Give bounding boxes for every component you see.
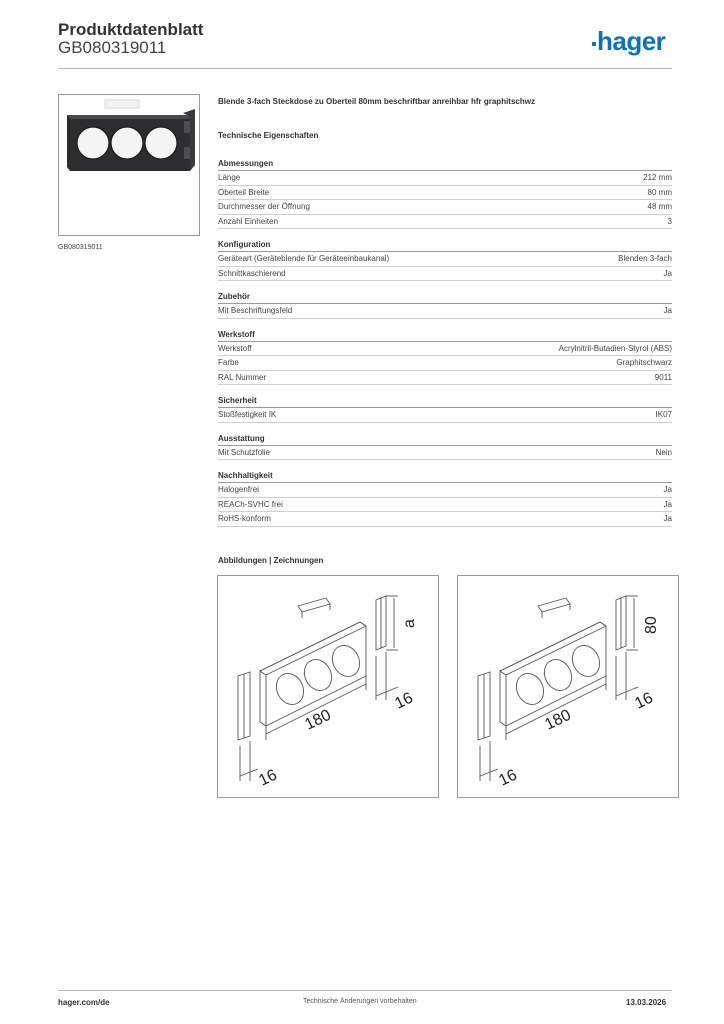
side-dimension-label: 16 — [256, 766, 280, 790]
image-caption: GB080319011 — [58, 244, 103, 251]
product-description: Blende 3-fach Steckdose zu Oberteil 80mm beschriftbar anreihbar hfr graphitschwz — [218, 97, 535, 106]
property-row — [218, 356, 672, 371]
group-ausstattung — [218, 432, 672, 461]
property-label: Durchmesser der Öffnung — [218, 202, 310, 211]
group-sicherheit — [218, 394, 672, 423]
property-value: Nein — [655, 447, 672, 457]
property-row — [218, 408, 672, 423]
logo-dot-icon — [592, 42, 596, 46]
property-label: Werkstoff — [218, 343, 252, 353]
property-row — [218, 371, 672, 386]
property-value: Acrylnitril-Butadien-Styrol (ABS) — [558, 343, 672, 353]
property-label: Oberteil Breite — [218, 187, 270, 197]
group-abmessungen — [218, 157, 672, 229]
property-value: Graphitschwarz — [616, 358, 672, 367]
property-row — [218, 171, 672, 186]
property-row — [218, 304, 672, 319]
property-row — [218, 267, 672, 282]
property-row — [218, 512, 672, 527]
side-dimension-label: 16 — [392, 689, 416, 713]
property-label: Länge — [218, 173, 241, 182]
property-value: Ja — [663, 268, 672, 278]
group-werkstoff — [218, 328, 672, 386]
product-image — [58, 94, 200, 236]
group-title: Werkstoff — [218, 328, 672, 342]
group-title: Zubehör — [218, 290, 672, 304]
technical-properties-heading: Technische Eigenschaften — [218, 131, 319, 140]
dimension-drawing — [458, 576, 678, 797]
side-dimension-label: 16 — [496, 766, 520, 790]
group-nachhaltigkeit — [218, 469, 672, 527]
header-divider — [58, 68, 672, 69]
property-row — [218, 342, 672, 357]
technical-properties — [218, 130, 672, 536]
property-row — [218, 186, 672, 201]
property-value: Ja — [663, 306, 672, 315]
property-row — [218, 483, 672, 498]
property-value: Blenden 3-fach — [618, 254, 672, 263]
cover-plate-photo-icon — [59, 95, 199, 235]
property-label: REACh-SVHC frei — [218, 499, 283, 509]
property-value: IK07 — [655, 410, 672, 419]
property-label: RAL Nummer — [218, 372, 267, 382]
property-label: Geräteart (Geräteblende für Geräteeinbaukanal) — [218, 254, 390, 263]
property-label: Mit Schutzfolie — [218, 447, 271, 457]
product-code: GB080319011 — [58, 38, 167, 57]
property-label: Schnittkaschierend — [218, 268, 286, 278]
group-title: Ausstattung — [218, 432, 672, 446]
property-label: Farbe — [218, 358, 239, 367]
footer-note: Technische Änderungen vorbehalten — [303, 998, 417, 1005]
footer-divider — [58, 990, 672, 991]
property-value: Ja — [663, 514, 672, 523]
dimension-drawing — [218, 576, 438, 797]
property-value: 3 — [667, 216, 672, 226]
property-label: Mit Beschriftungsfeld — [218, 306, 293, 315]
property-row — [218, 498, 672, 513]
group-title: Abmessungen — [218, 157, 672, 171]
property-row — [218, 252, 672, 267]
footer-date: 13.03.2026 — [626, 998, 667, 1007]
height-dimension-label: 80 — [643, 616, 660, 634]
group-title: Konfiguration — [218, 238, 672, 252]
logo-text: hager — [597, 26, 666, 56]
property-row — [218, 446, 672, 461]
property-row — [218, 215, 672, 230]
property-value: 9011 — [654, 372, 672, 382]
property-value: 212 mm — [643, 173, 672, 182]
property-label: Anzahl Einheiten — [218, 216, 279, 226]
property-value: 48 mm — [647, 202, 672, 211]
technical-drawing-1 — [217, 575, 439, 798]
property-value: 80 mm — [647, 187, 672, 197]
property-value: Ja — [663, 499, 672, 509]
length-dimension-label: 180 — [302, 706, 334, 734]
website-link[interactable]: hager.com/de — [58, 998, 110, 1007]
property-label: RoHS-konform — [218, 514, 271, 523]
property-value: Ja — [663, 485, 672, 494]
property-row — [218, 200, 672, 215]
group-title: Nachhaltigkeit — [218, 469, 672, 483]
group-title: Sicherheit — [218, 394, 672, 408]
height-dimension-label: a — [401, 619, 418, 628]
document-title: Produktdatenblatt — [58, 20, 204, 39]
hager-logo — [592, 26, 665, 57]
property-label: Halogenfrei — [218, 485, 259, 494]
figures-heading: Abbildungen | Zeichnungen — [218, 556, 324, 565]
group-konfiguration — [218, 238, 672, 281]
property-label: Stoßfestigkeit IK — [218, 410, 277, 419]
length-dimension-label: 180 — [542, 706, 574, 734]
group-zubehoer — [218, 290, 672, 319]
technical-drawing-2 — [457, 575, 679, 798]
side-dimension-label: 16 — [632, 689, 656, 713]
